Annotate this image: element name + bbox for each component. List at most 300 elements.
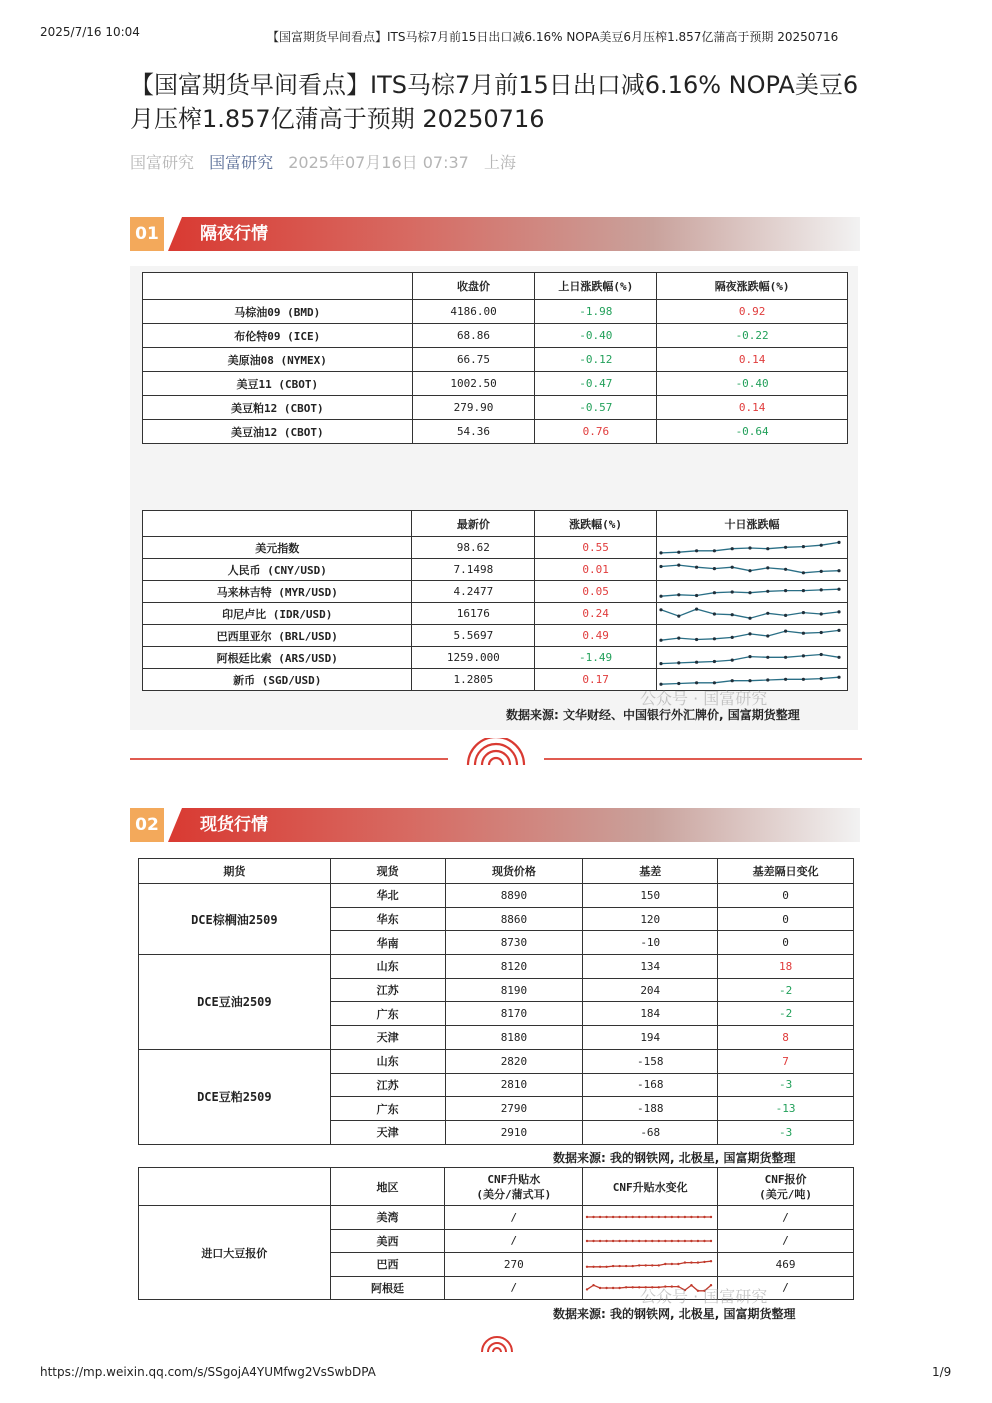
meta-author-link[interactable]: 国富研究 — [209, 153, 274, 172]
spot-basis: 184 — [583, 1002, 718, 1026]
sparkline-point — [677, 563, 680, 566]
fx-row — [143, 625, 848, 647]
futures-row — [143, 348, 848, 372]
spot-region: 华东 — [330, 907, 445, 931]
import-trend-cell — [583, 1229, 718, 1253]
sparkline-point — [697, 1216, 699, 1218]
spot-basis: -68 — [583, 1120, 718, 1144]
sparkline-point — [802, 545, 805, 548]
spot-price: 2790 — [445, 1097, 583, 1121]
section-2-title: 现货行情 — [200, 815, 268, 835]
fx-row — [143, 581, 848, 603]
sparkline-point — [684, 1262, 686, 1264]
sparkline-point — [586, 1266, 588, 1268]
sparkline-point — [586, 1240, 588, 1242]
futures-name: 美原油08 (NYMEX) — [143, 348, 413, 372]
fx-name: 人民币 (CNY/USD) — [143, 559, 412, 581]
sparkline-point — [731, 635, 734, 638]
sparkline — [657, 538, 843, 558]
fx-table — [142, 510, 848, 691]
sparkline-point — [713, 567, 716, 570]
futures-row — [143, 396, 848, 420]
futures-name: 美豆11 (CBOT) — [143, 372, 413, 396]
section-2-source-note-2: 数据来源: 我的钢铁网, 北极星, 国富期货整理 — [553, 1307, 796, 1321]
sparkline-point — [731, 590, 734, 593]
sparkline-point — [645, 1264, 647, 1266]
sparkline-point — [802, 611, 805, 614]
futures-prev-change: 0.76 — [535, 420, 657, 444]
futures-prev-change: -0.57 — [535, 396, 657, 420]
sparkline-point — [710, 1260, 712, 1262]
spot-region: 华北 — [330, 884, 445, 908]
sparkline-point — [703, 1261, 705, 1263]
spot-basis: 194 — [583, 1026, 718, 1050]
spot-basis: -168 — [583, 1073, 718, 1097]
fx-row — [143, 537, 848, 559]
sparkline-point — [766, 566, 769, 569]
spot-price: 2810 — [445, 1073, 583, 1097]
sparkline-point — [690, 1240, 692, 1242]
sparkline-point — [695, 660, 698, 663]
sparkline-point — [593, 1284, 595, 1286]
sparkline-point — [695, 549, 698, 552]
sparkline-point — [606, 1266, 608, 1268]
futures-name: 美豆粕12 (CBOT) — [143, 396, 413, 420]
spot-futures-name: DCE豆粕2509 — [139, 1049, 331, 1144]
sparkline-point — [659, 608, 662, 611]
sparkline-point — [690, 1216, 692, 1218]
sparkline-point — [690, 1262, 692, 1264]
sparkline-point — [713, 637, 716, 640]
sparkline-point — [677, 550, 680, 553]
fx-trend-cell — [656, 625, 847, 647]
sparkline-point — [695, 593, 698, 596]
meta-source: 国富研究 — [130, 153, 195, 172]
sparkline-point — [684, 1216, 686, 1218]
sparkline-point — [659, 564, 662, 567]
import-group-name: 进口大豆报价 — [139, 1206, 331, 1300]
fx-price: 5.5697 — [412, 625, 535, 647]
futures-name: 马棕油09 (BMD) — [143, 300, 413, 324]
divider-left — [130, 758, 448, 760]
spot-price: 8120 — [445, 955, 583, 979]
futures-close: 66.75 — [412, 348, 535, 372]
sparkline — [657, 626, 843, 646]
fx-price: 4.2477 — [412, 581, 535, 603]
sparkline-point — [659, 638, 662, 641]
sparkline-point — [658, 1216, 660, 1218]
import-premium: / — [445, 1229, 583, 1253]
import-cnf-price: / — [718, 1276, 854, 1300]
sparkline-point — [697, 1240, 699, 1242]
sparkline-point — [606, 1240, 608, 1242]
sparkline-point — [695, 681, 698, 684]
futures-name: 布伦特09 (ICE) — [143, 324, 413, 348]
print-page-title: 【国富期货早间看点】ITS马棕7月前15日出口减6.16% NOPA美豆6月压榨1.857亿蒲高于预期 20250716 — [267, 30, 839, 44]
sparkline-point — [837, 610, 840, 613]
sparkline-point — [748, 616, 751, 619]
sparkline-point — [820, 677, 823, 680]
sparkline-point — [658, 1240, 660, 1242]
sparkline-point — [599, 1287, 601, 1289]
import-region: 美湾 — [330, 1206, 445, 1230]
sparkline-point — [677, 681, 680, 684]
import-row — [139, 1206, 854, 1230]
t1-header-night: 隔夜涨跌幅(%) — [657, 273, 848, 300]
sparkline-point — [697, 1262, 699, 1264]
futures-night-change: -0.64 — [657, 420, 848, 444]
sparkline-point — [612, 1240, 614, 1242]
sparkline-point — [619, 1216, 621, 1218]
import-trend-cell — [583, 1206, 718, 1230]
fx-name: 马来林吉特 (MYR/USD) — [143, 581, 412, 603]
sparkline-point — [625, 1240, 627, 1242]
futures-prev-change: -1.98 — [535, 300, 657, 324]
sparkline-point — [748, 655, 751, 658]
fx-change: 0.49 — [535, 625, 657, 647]
sparkline — [657, 648, 843, 668]
fx-trend-cell — [656, 647, 847, 669]
section-1-title: 隔夜行情 — [200, 224, 268, 244]
sparkline-point — [632, 1265, 634, 1267]
futures-prev-change: -0.40 — [535, 324, 657, 348]
sparkline-point — [837, 587, 840, 590]
footer-page-number: 1/9 — [932, 1365, 952, 1379]
fx-price: 98.62 — [412, 537, 535, 559]
t2-header-trend: 十日涨跌幅 — [656, 511, 847, 537]
spot-row — [139, 884, 854, 908]
import-premium: / — [445, 1276, 583, 1300]
sparkline-point — [837, 540, 840, 543]
sparkline — [657, 560, 843, 580]
sparkline-point — [671, 1216, 673, 1218]
import-cnf-price: / — [718, 1229, 854, 1253]
sparkline-point — [612, 1287, 614, 1289]
sparkline-point — [713, 659, 716, 662]
fx-price: 16176 — [412, 603, 535, 625]
watermark-1: 公众号 · 国富研究 — [640, 689, 768, 708]
spot-region: 广东 — [330, 1002, 445, 1026]
sparkline — [657, 582, 843, 602]
meta-date: 2025年07月16日 07:37 — [288, 153, 469, 172]
sparkline-point — [784, 629, 787, 632]
sparkline-point — [802, 631, 805, 634]
sparkline-point — [784, 545, 787, 548]
sparkline-point — [748, 591, 751, 594]
fx-trend-cell — [656, 581, 847, 603]
spot-basis-change: 7 — [718, 1049, 854, 1073]
spot-basis-change: 8 — [718, 1026, 854, 1050]
futures-close: 54.36 — [412, 420, 535, 444]
futures-prev-change: -0.47 — [535, 372, 657, 396]
sparkline-point — [748, 546, 751, 549]
sparkline-point — [606, 1216, 608, 1218]
sparkline-point — [731, 547, 734, 550]
sparkline-point — [625, 1216, 627, 1218]
sparkline-point — [599, 1266, 601, 1268]
futures-row — [143, 324, 848, 348]
spot-region: 山东 — [330, 1049, 445, 1073]
sparkline-point — [638, 1240, 640, 1242]
fx-trend-cell — [656, 537, 847, 559]
sparkline-point — [802, 677, 805, 680]
fx-change: 0.05 — [535, 581, 657, 603]
spot-row — [139, 1049, 854, 1073]
sparkline-point — [684, 1240, 686, 1242]
t3-header-spot: 现货 — [330, 859, 445, 884]
cloud-ornament-bottom-icon — [479, 1336, 515, 1352]
sparkline-point — [677, 1240, 679, 1242]
sparkline-point — [593, 1240, 595, 1242]
spot-basis: -158 — [583, 1049, 718, 1073]
t2-header-price: 最新价 — [412, 511, 535, 537]
spot-basis-change: 18 — [718, 955, 854, 979]
sparkline-point — [677, 1263, 679, 1265]
spot-price: 8190 — [445, 978, 583, 1002]
sparkline-point — [748, 632, 751, 635]
sparkline-point — [632, 1216, 634, 1218]
t2-header-blank — [143, 511, 412, 537]
spot-basis: 150 — [583, 884, 718, 908]
spot-basis-change: 0 — [718, 907, 854, 931]
sparkline — [583, 1254, 715, 1274]
sparkline-point — [731, 613, 734, 616]
sparkline-point — [599, 1216, 601, 1218]
fx-change: -1.49 — [535, 647, 657, 669]
sparkline-point — [599, 1240, 601, 1242]
sparkline-point — [731, 679, 734, 682]
sparkline-point — [713, 612, 716, 615]
futures-name: 美豆油12 (CBOT) — [143, 420, 413, 444]
futures-night-change: -0.40 — [657, 372, 848, 396]
fx-name: 巴西里亚尔 (BRL/USD) — [143, 625, 412, 647]
sparkline — [657, 604, 843, 624]
t4-header-price: CNF报价 (美元/吨) — [718, 1168, 854, 1206]
spot-basis-change: -3 — [718, 1120, 854, 1144]
sparkline-point — [766, 634, 769, 637]
spot-price: 8730 — [445, 931, 583, 955]
sparkline-point — [802, 589, 805, 592]
sparkline-point — [695, 565, 698, 568]
t2-header-chg: 涨跌幅(%) — [535, 511, 657, 537]
sparkline-point — [612, 1216, 614, 1218]
fx-price: 1.2805 — [412, 669, 535, 691]
t1-header-blank — [143, 273, 413, 300]
spot-basis: -188 — [583, 1097, 718, 1121]
sparkline-point — [619, 1240, 621, 1242]
fx-row — [143, 647, 848, 669]
sparkline-point — [837, 655, 840, 658]
spot-price: 8890 — [445, 884, 583, 908]
spot-price: 8860 — [445, 907, 583, 931]
sparkline-point — [695, 607, 698, 610]
overnight-futures-table — [142, 272, 848, 444]
futures-row — [143, 300, 848, 324]
spot-region: 江苏 — [330, 1073, 445, 1097]
futures-night-change: 0.92 — [657, 300, 848, 324]
divider-right — [544, 758, 862, 760]
spot-basis-change: -3 — [718, 1073, 854, 1097]
futures-night-change: 0.14 — [657, 348, 848, 372]
sparkline-point — [645, 1216, 647, 1218]
sparkline-point — [677, 636, 680, 639]
sparkline-point — [784, 589, 787, 592]
spot-basis-change: 0 — [718, 931, 854, 955]
section-1-bar — [168, 217, 860, 251]
sparkline-point — [820, 569, 823, 572]
sparkline-point — [820, 588, 823, 591]
sparkline-point — [651, 1264, 653, 1266]
fx-change: 0.24 — [535, 603, 657, 625]
fx-price: 1259.000 — [412, 647, 535, 669]
futures-close: 1002.50 — [412, 372, 535, 396]
spot-row — [139, 955, 854, 979]
sparkline-point — [677, 661, 680, 664]
sparkline-point — [651, 1216, 653, 1218]
sparkline-point — [593, 1266, 595, 1268]
sparkline-point — [820, 543, 823, 546]
sparkline-point — [710, 1216, 712, 1218]
sparkline-point — [606, 1287, 608, 1289]
sparkline-point — [802, 654, 805, 657]
spot-basis-table — [138, 858, 854, 1145]
fx-change: 0.17 — [535, 669, 657, 691]
t4-header-premium: CNF升贴水 (美分/蒲式耳) — [445, 1168, 583, 1206]
sparkline-point — [820, 612, 823, 615]
t1-header-close: 收盘价 — [412, 273, 535, 300]
sparkline-point — [837, 675, 840, 678]
sparkline-point — [638, 1264, 640, 1266]
fx-price: 7.1498 — [412, 559, 535, 581]
spot-region: 江苏 — [330, 978, 445, 1002]
futures-prev-change: -0.12 — [535, 348, 657, 372]
sparkline-point — [625, 1265, 627, 1267]
spot-basis-change: -13 — [718, 1097, 854, 1121]
t1-header-prev: 上日涨跌幅(%) — [535, 273, 657, 300]
sparkline-point — [710, 1240, 712, 1242]
fx-name: 新币 (SGD/USD) — [143, 669, 412, 691]
section-2-bar — [168, 808, 860, 842]
futures-close: 68.86 — [412, 324, 535, 348]
sparkline-point — [671, 1240, 673, 1242]
futures-close: 4186.00 — [412, 300, 535, 324]
spot-basis-change: 0 — [718, 884, 854, 908]
sparkline-point — [619, 1265, 621, 1267]
spot-region: 广东 — [330, 1097, 445, 1121]
import-region: 阿根廷 — [330, 1276, 445, 1300]
futures-close: 279.90 — [412, 396, 535, 420]
sparkline-point — [659, 662, 662, 665]
footer-url[interactable]: https://mp.weixin.qq.com/s/SSgojA4YUMfwg2VsSwbDPA — [40, 1365, 376, 1379]
sparkline-point — [586, 1216, 588, 1218]
sparkline-point — [784, 655, 787, 658]
fx-trend-cell — [656, 559, 847, 581]
sparkline-point — [671, 1263, 673, 1265]
spot-price: 2910 — [445, 1120, 583, 1144]
sparkline-point — [802, 571, 805, 574]
spot-region: 华南 — [330, 931, 445, 955]
t3-header-basis: 基差 — [583, 859, 718, 884]
sparkline-point — [784, 677, 787, 680]
sparkline-point — [632, 1240, 634, 1242]
sparkline-point — [784, 567, 787, 570]
section-1-number: 01 — [130, 217, 164, 251]
sparkline-point — [659, 682, 662, 685]
sparkline-point — [713, 681, 716, 684]
cloud-ornament-icon — [464, 738, 528, 766]
watermark-2: 公众号 · 国富研究 — [640, 1287, 768, 1306]
import-premium: 270 — [445, 1253, 583, 1277]
sparkline-point — [632, 1286, 634, 1288]
sparkline-point — [677, 593, 680, 596]
section-2-banner — [130, 808, 860, 842]
sparkline-point — [703, 1216, 705, 1218]
fx-name: 印尼卢比 (IDR/USD) — [143, 603, 412, 625]
fx-row — [143, 559, 848, 581]
futures-row — [143, 420, 848, 444]
futures-night-change: 0.14 — [657, 396, 848, 420]
t3-header-futures: 期货 — [139, 859, 331, 884]
import-premium: / — [445, 1206, 583, 1230]
fx-row — [143, 603, 848, 625]
sparkline-point — [748, 569, 751, 572]
sparkline-point — [731, 565, 734, 568]
sparkline-point — [748, 679, 751, 682]
spot-futures-name: DCE豆油2509 — [139, 955, 331, 1050]
sparkline-point — [766, 589, 769, 592]
sparkline-point — [625, 1286, 627, 1288]
t3-header-change: 基差隔日变化 — [718, 859, 854, 884]
t4-header-region: 地区 — [330, 1168, 445, 1206]
import-trend-cell — [583, 1253, 718, 1277]
spot-region: 山东 — [330, 955, 445, 979]
print-datetime: 2025/7/16 10:04 — [40, 25, 140, 39]
sparkline-point — [766, 547, 769, 550]
sparkline-point — [664, 1240, 666, 1242]
futures-row — [143, 372, 848, 396]
sparkline-point — [766, 678, 769, 681]
sparkline-point — [677, 614, 680, 617]
sparkline-point — [766, 655, 769, 658]
fx-change: 0.55 — [535, 537, 657, 559]
spot-region: 天津 — [330, 1026, 445, 1050]
sparkline-point — [837, 628, 840, 631]
section-1-source-note: 数据来源: 文华财经、中国银行外汇牌价, 国富期货整理 — [506, 708, 800, 722]
import-cnf-price: 469 — [718, 1253, 854, 1277]
spot-region: 天津 — [330, 1120, 445, 1144]
sparkline — [583, 1207, 715, 1227]
spot-basis-change: -2 — [718, 1002, 854, 1026]
sparkline-point — [645, 1240, 647, 1242]
import-cnf-price: / — [718, 1206, 854, 1230]
sparkline — [583, 1231, 715, 1251]
sparkline-point — [586, 1288, 588, 1290]
spot-basis-change: -2 — [718, 978, 854, 1002]
import-soybean-table — [138, 1167, 854, 1300]
sparkline-point — [766, 611, 769, 614]
sparkline-point — [651, 1240, 653, 1242]
sparkline-point — [713, 591, 716, 594]
section-2-source-note-1: 数据来源: 我的钢铁网, 北极星, 国富期货整理 — [553, 1151, 796, 1165]
import-region: 美西 — [330, 1229, 445, 1253]
sparkline-point — [664, 1263, 666, 1265]
sparkline-point — [658, 1264, 660, 1266]
spot-basis: 204 — [583, 978, 718, 1002]
sparkline-point — [784, 613, 787, 616]
section-2-number: 02 — [130, 808, 164, 842]
sparkline-point — [713, 549, 716, 552]
sparkline-point — [612, 1265, 614, 1267]
